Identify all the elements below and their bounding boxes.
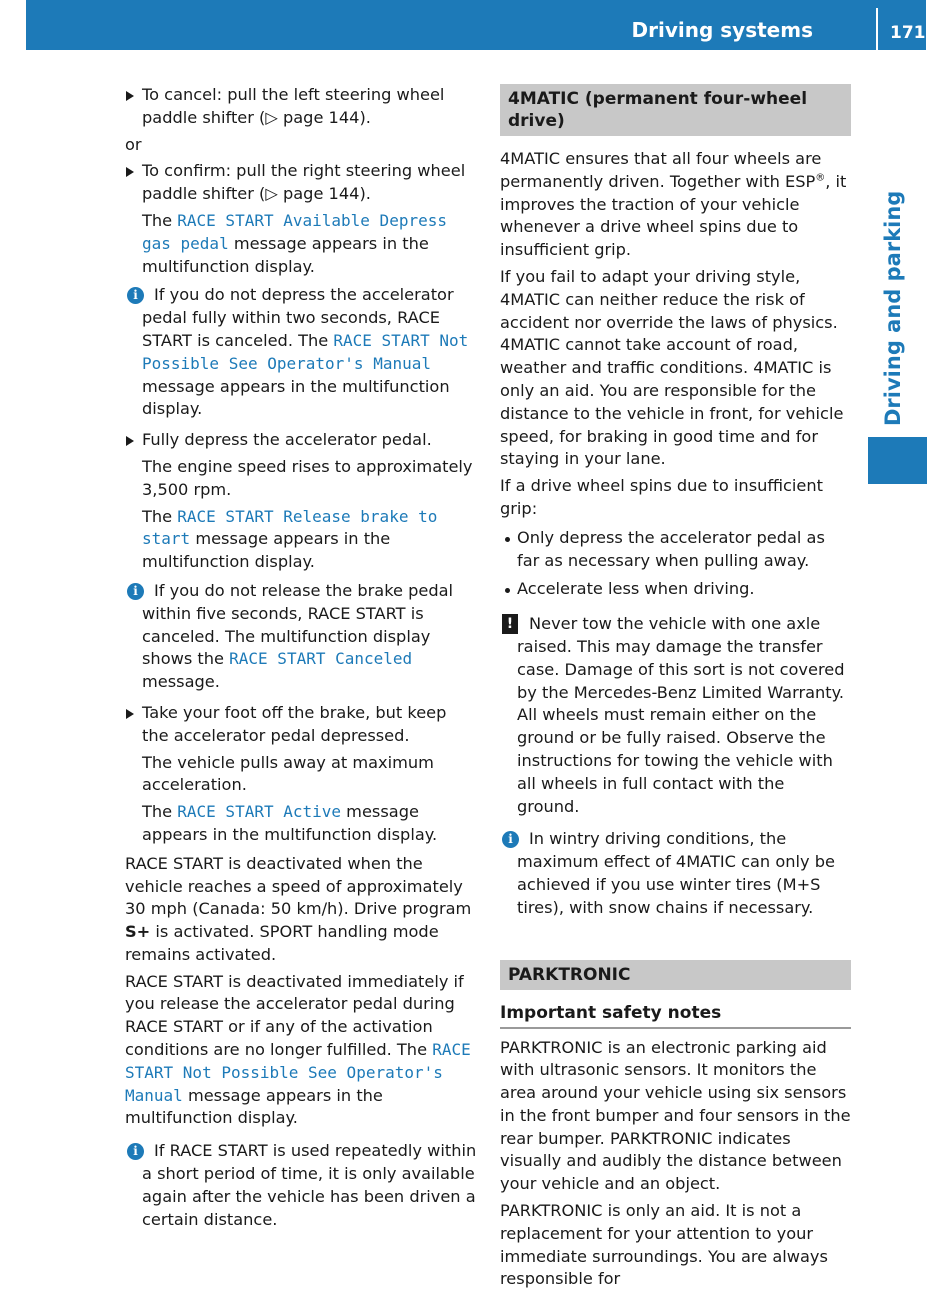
step-depress-accelerator: Fully depress the accelerator pedal. The engine speed rises to approximately 3,500 rpm. The RACE START Release brake to start message appears in the multifunction display. — [125, 429, 477, 574]
info-note-repeated-use: i If RACE START is used repeatedly within a short period of time, it is only available again after the vehicle has been driven a certain distance. — [125, 1140, 477, 1231]
display-message: RACE START Canceled — [229, 649, 413, 669]
paragraph-4matic-limits: If you fail to adapt your driving style, 4MATIC can neither reduce the risk of accident nor override the laws of physics. 4MATIC cannot take account of road, weather and traffic conditions. 4MATIC is only an aid. You are responsible for the distance to the vehicle in front, for vehicle speed, for braking in good time and for staying in your lane. — [500, 266, 844, 469]
info-icon: i — [127, 287, 144, 304]
subheading-safety-notes: Important safety notes — [500, 1002, 851, 1029]
page-number: 171 — [890, 23, 926, 43]
info-note-depress: i If you do not depress the accelerator pedal fully within two seconds, RACE START is canceled. The RACE START Not Possible See Operator's Manual message appears in the multifunction display. — [125, 284, 477, 421]
side-tab-marker — [868, 437, 927, 484]
step-result-rpm: The engine speed rises to approximately 3,500 rpm. — [142, 456, 473, 499]
display-message: RACE START Not Possible See Operator's Manual — [142, 330, 469, 373]
list-item: Only depress the accelerator pedal as far as necessary when pulling away. — [500, 527, 851, 573]
info-note-winter: i In wintry driving conditions, the maximum effect of 4MATIC can only be achieved if you use winter tires (M+S tires), with snow chains if necessary. — [500, 828, 851, 919]
info-note-brake: i If you do not release the brake pedal within five seconds, RACE START is canceled. The multifunction display shows the RACE START Canceled message. — [125, 580, 477, 694]
step-confirm-result: The RACE START Available Depress gas pedal message appears in the multifunction display. — [142, 210, 447, 276]
step-release-brake: Take your foot off the brake, but keep the accelerator pedal depressed. The vehicle pulls away at maximum acceleration. The RACE START Active message appears in the multifunction display. — [125, 702, 477, 847]
paragraph-parktronic-aid: PARKTRONIC is only an aid. It is not a replacement for your attention to your immediate surroundings. You are always responsible for — [500, 1201, 828, 1289]
section-heading-4matic: 4MATIC (permanent four-wheel drive) — [500, 84, 851, 136]
display-message: RACE START Active — [177, 802, 342, 822]
step-confirm: To confirm: pull the right steering wheel paddle shifter (▷ page 144). The RACE START Available Depress gas pedal message appears in the multifunction display. — [125, 160, 477, 278]
warning-note-towing: ! Never tow the vehicle with one axle raised. This may damage the transfer case. Damage of this sort is not covered by the Mercedes-Benz Limited Warranty. All wheels must remain either on the ground or be fully raised. Observe the instructions for towing the vehicle with all wheels in full contact with the ground. — [500, 613, 851, 818]
or-text: or — [125, 134, 142, 154]
page-header-bar — [26, 0, 926, 50]
list-item: Accelerate less when driving. — [500, 578, 851, 601]
step-result-acceleration: The vehicle pulls away at maximum acceleration. — [142, 752, 434, 795]
info-icon: i — [127, 583, 144, 600]
warning-icon: ! — [502, 614, 518, 634]
step-result-active: The RACE START Active message appears in the multifunction display. — [142, 802, 438, 844]
paragraph-deactivation-immediate: RACE START is deactivated immediately if you release the accelerator pedal during RACE START or if any of the activation conditions are no longer fulfilled. The RACE START Not Possible See Operator's Manual message appears in the multifunction display. — [125, 971, 471, 1128]
paragraph-wheel-spin: If a drive wheel spins due to insufficient grip: — [500, 476, 823, 518]
paragraph-4matic-intro: 4MATIC ensures that all four wheels are permanently driven. Together with ESP®, it improves the traction of your vehicle whenever a drive wheel spins due to insufficient grip. — [500, 149, 847, 260]
display-message: RACE START Not Possible See Operator's Manual — [125, 1040, 471, 1105]
header-divider — [876, 8, 878, 50]
step-result-message: The RACE START Release brake to start message appears in the multifunction display. — [142, 506, 438, 572]
section-heading-parktronic: PARKTRONIC — [500, 960, 851, 990]
paragraph-parktronic-intro: PARKTRONIC is an electronic parking aid with ultrasonic sensors. It monitors the area around your vehicle using six sensors in the front bumper and four sensors in the rear bumper. PARKTRONIC indicates visually and audibly the distance between your vehicle and an object. — [500, 1037, 851, 1194]
display-message: RACE START Release brake to start — [142, 506, 438, 549]
info-icon: i — [127, 1143, 144, 1160]
right-column — [500, 84, 851, 1295]
side-tab-label: Driving and parking — [881, 190, 905, 426]
left-column — [125, 84, 477, 1239]
step-cancel: To cancel: pull the left steering wheel paddle shifter (▷ page 144). — [125, 84, 477, 130]
paragraph-deactivation-speed: RACE START is deactivated when the vehicle reaches a speed of approximately 30 mph (Canada: 50 km/h). Drive program S+ is activated. SPORT handling mode remains activated. — [125, 853, 472, 964]
info-icon: i — [502, 831, 519, 848]
chapter-title: Driving systems — [631, 18, 813, 42]
display-message: RACE START Available Depress gas pedal — [142, 210, 447, 253]
